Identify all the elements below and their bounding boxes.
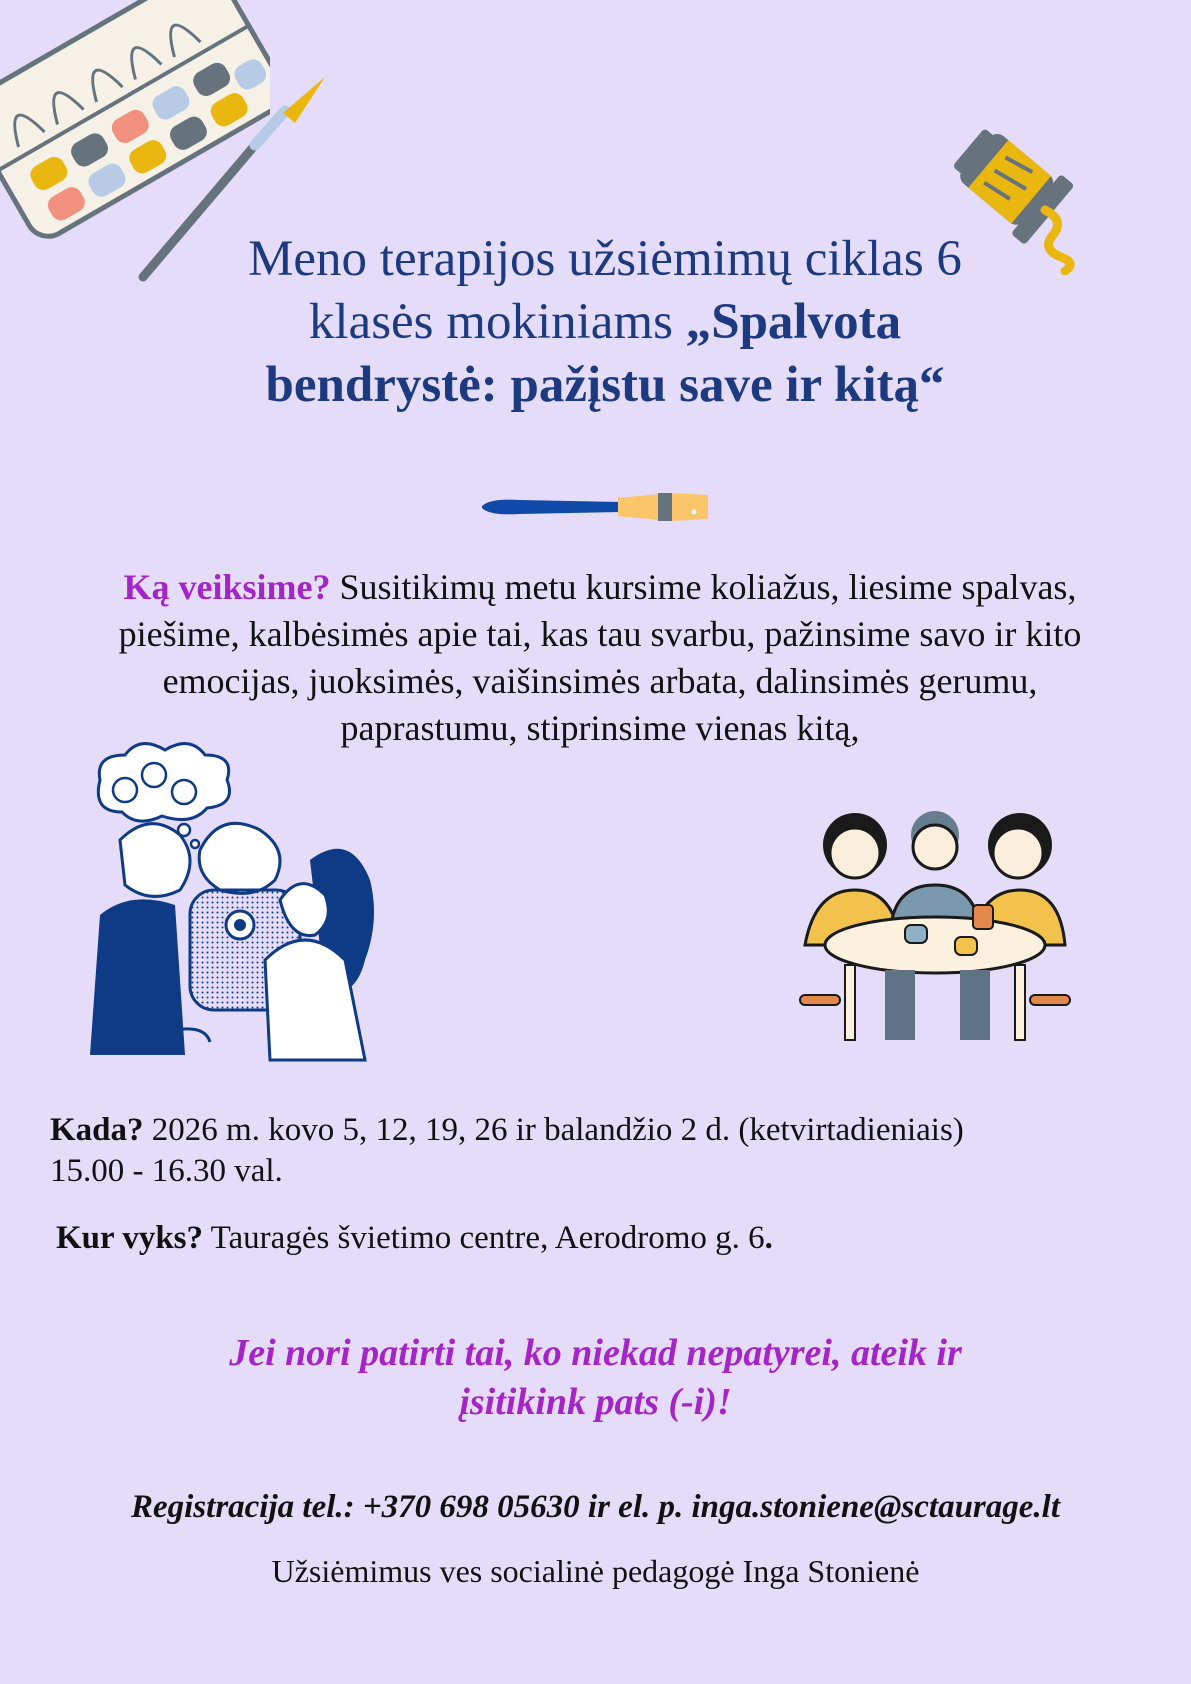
friends-at-table-illustration: [795, 795, 1075, 1045]
when-line: [50, 1110, 1150, 1151]
where-text: Tauragės švietimo centre, Aerodromo g. 6: [203, 1220, 765, 1256]
where-label: Kur vyks?: [56, 1220, 204, 1256]
slogan: [120, 1329, 1071, 1427]
title-line-2-bold: „Spalvota: [685, 294, 902, 350]
flat-brush-icon: [480, 490, 712, 526]
title-line-1: Meno terapijos užsiėmimų ciklas 6: [248, 231, 962, 287]
when-time: 15.00 - 16.30 val.: [50, 1153, 283, 1189]
page-title: [140, 228, 1070, 417]
where-end: .: [764, 1220, 773, 1256]
title-line-2-plain: klasės mokiniams: [308, 294, 686, 350]
where-block: [56, 1218, 1156, 1259]
title-line-2: [140, 291, 1070, 354]
slogan-line-1: Jei nori patirti tai, ko niekad nepatyrei, ateik ir: [229, 1332, 962, 1374]
teacher-credit: Užsiėmimus ves socialinė pedagogė Inga Stonienė: [271, 1553, 920, 1589]
registration-contact: Registracija tel.: +370 698 05630 ir el. p. inga.stoniene@sctaurage.lt: [130, 1489, 1060, 1525]
activities-label: Ką veiksime?: [123, 567, 331, 607]
when-block: [50, 1110, 1150, 1192]
friends-talking-illustration: [80, 740, 400, 1070]
when-label: Kada?: [50, 1112, 144, 1148]
when-dates: 2026 m. kovo 5, 12, 19, 26 ir balandžio 2 d. (ketvirtadieniais): [143, 1112, 964, 1148]
title-line-3: bendrystė: pažįstu save ir kitą“: [265, 357, 945, 413]
activities-text: Susitikimų metu kursime koliažus, liesime spalvas, piešime, kalbėsimės apie tai, kas tau svarbu, pažinsime savo ir kito emocijas, juoksimės, vaišinsimės arbata, dalinsimės gerumu, paprastumu, stiprinsime vienas kitą,: [118, 567, 1082, 748]
activities-paragraph: [70, 564, 1130, 752]
slogan-line-2: įsitikink pats (-i)!: [459, 1381, 732, 1423]
